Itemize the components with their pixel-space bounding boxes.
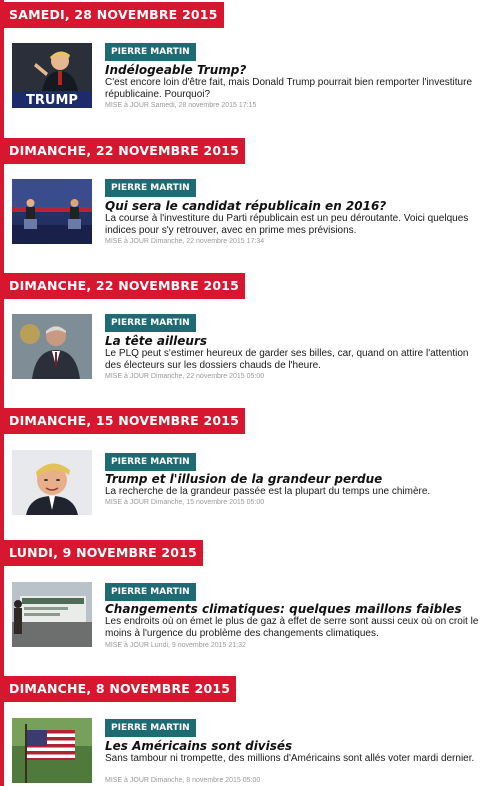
date-header: DIMANCHE, 22 NOVEMBRE 2015 xyxy=(0,138,245,164)
article-title[interactable]: Les Américains sont divisés xyxy=(105,739,293,753)
date-header: SAMEDI, 28 NOVEMBRE 2015 xyxy=(0,2,224,28)
article-updated: MISE à JOUR Dimanche, 22 novembre 2015 17:34 xyxy=(105,238,265,245)
article-summary: Sans tambour ni trompette, des millions d'Américains sont allés voter mardi dernier. xyxy=(105,753,475,764)
article-updated: MISE à JOUR Dimanche, 22 novembre 2015 05:00 xyxy=(105,373,265,380)
article-thumbnail[interactable] xyxy=(12,314,92,379)
american-flag-photo xyxy=(12,718,92,783)
article-thumbnail[interactable] xyxy=(12,43,92,108)
author-badge[interactable]: PIERRE MARTIN xyxy=(105,453,196,471)
climate-banner-photo xyxy=(12,582,92,647)
article-title[interactable]: La tête ailleurs xyxy=(105,334,208,348)
article-thumbnail[interactable] xyxy=(12,718,92,783)
politician-photo xyxy=(12,314,92,379)
article-summary: C'est encore loin d'être fait, mais Donald Trump pourrait bien remporter l'investiture républicaine. Pourquoi? xyxy=(105,77,473,100)
date-header: DIMANCHE, 22 NOVEMBRE 2015 xyxy=(0,273,245,299)
article-title[interactable]: Indélogeable Trump? xyxy=(105,63,247,77)
trump-rally-photo xyxy=(12,43,92,108)
svg-text:TRUMP: TRUMP xyxy=(26,93,78,108)
author-badge[interactable]: PIERRE MARTIN xyxy=(105,179,196,197)
author-badge[interactable]: PIERRE MARTIN xyxy=(105,583,196,601)
article-thumbnail[interactable] xyxy=(12,179,92,244)
article-thumbnail[interactable] xyxy=(12,450,92,515)
article-updated: MISE à JOUR Lundi, 9 novembre 2015 21:32 xyxy=(105,642,246,649)
date-header: DIMANCHE, 8 NOVEMBRE 2015 xyxy=(0,676,236,702)
date-header: DIMANCHE, 15 NOVEMBRE 2015 xyxy=(0,408,245,434)
author-badge[interactable]: PIERRE MARTIN xyxy=(105,43,196,61)
article-thumbnail[interactable] xyxy=(12,582,92,647)
article-summary: La course à l'investiture du Parti républicain est un peu déroutante. Voici quelques indices pour s'y retrouver, avec en prime mes prévisions. xyxy=(105,213,469,236)
date-header: LUNDI, 9 NOVEMBRE 2015 xyxy=(0,540,203,566)
author-badge[interactable]: PIERRE MARTIN xyxy=(105,314,196,332)
article-updated: MISE à JOUR Samedi, 28 novembre 2015 17:15 xyxy=(105,102,257,109)
article-summary: Le PLQ peut s'estimer heureux de garder ses billes, car, quand on attire l'attention des électeurs sur les dossiers chauds de l'heure. xyxy=(105,348,469,371)
debate-stage-photo xyxy=(12,179,92,244)
accent-rail xyxy=(0,0,4,786)
article-title[interactable]: Qui sera le candidat républicain en 2016? xyxy=(105,199,387,213)
article-summary: Les endroits où on émet le plus de gaz à effet de serre sont aussi ceux où on croit le moins à l'urgence du problème des changements climatiques. xyxy=(105,616,479,639)
article-summary: La recherche de la grandeur passée est la plupart du temps une chimère. xyxy=(105,486,431,497)
article-title[interactable]: Trump et l'illusion de la grandeur perdue xyxy=(105,472,383,486)
article-updated: MISE à JOUR Dimanche, 8 novembre 2015 05:00 xyxy=(105,777,261,784)
article-updated: MISE à JOUR Dimanche, 15 novembre 2015 05:00 xyxy=(105,499,265,506)
trump-portrait-photo xyxy=(12,450,92,515)
article-title[interactable]: Changements climatiques: quelques maillons faibles xyxy=(105,602,462,616)
author-badge[interactable]: PIERRE MARTIN xyxy=(105,719,196,737)
